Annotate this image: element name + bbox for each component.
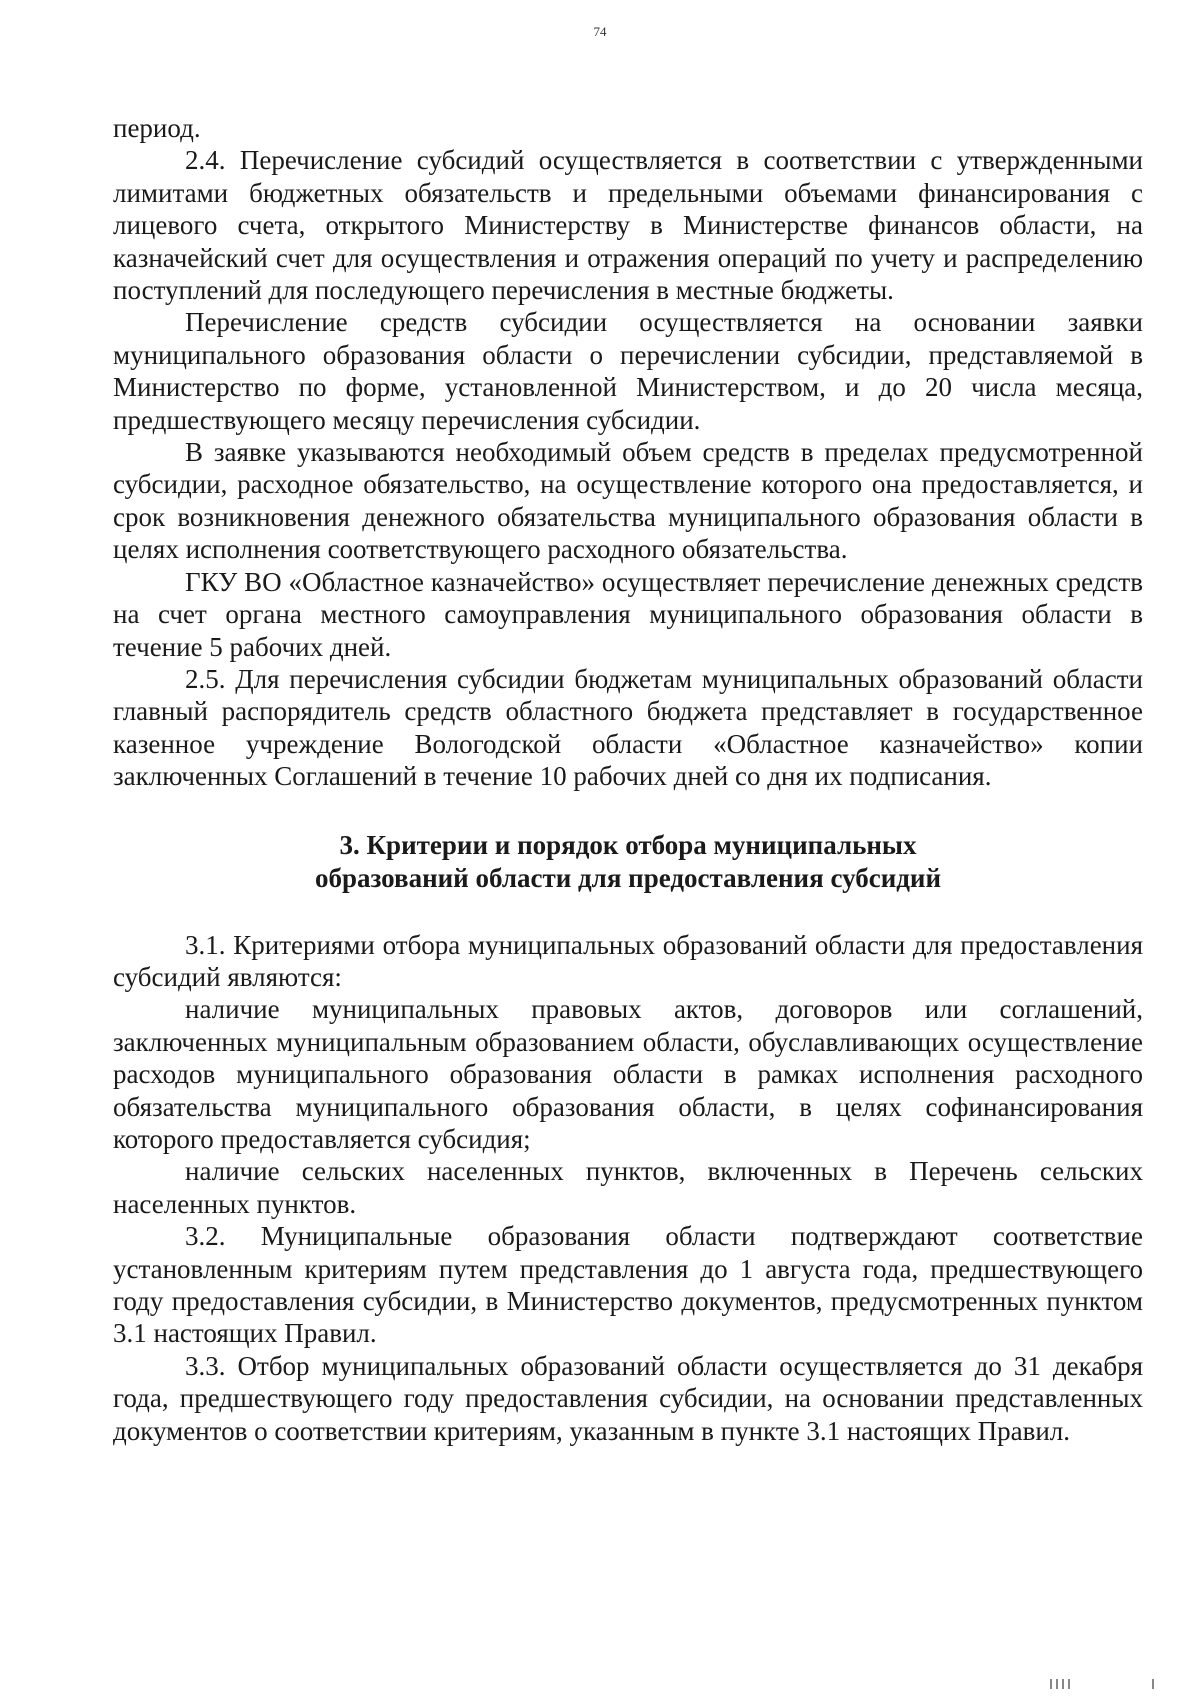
scan-mark [1050,1679,1052,1689]
paragraph: В заявке указываются необходимый объем средств в пределах предусмотренной субсидии, расходное обязательство, на осуществление которого она предоставляется, и срок возникновения денежного обязательства муниципального образования области в целях исполнения соответствующего расходного обязательства. [113,437,1143,565]
paragraph-2-5: 2.5. Для перечисления субсидии бюджетам муниципальных образований области главный распорядитель средств областного бюджета представляет в государственное казенное учреждение Вологодской области «Областное казначейство» копии заключенных Соглашений в течение 10 рабочих дней со дня их подписания. [113,663,1143,792]
paragraph-3-3: 3.3. Отбор муниципальных образований области осуществляется до 31 декабря года, предшествующего году предоставления субсидии, на основании представленных документов о соответствии критериям, указанным в пункте 3.1 настоящих Правил. [113,1350,1143,1446]
paragraph: ГКУ ВО «Областное казначейство» осуществляет перечисление денежных средств на счет органа местного самоуправления муниципального образования области в течение 5 рабочих дней. [113,566,1143,662]
scan-mark [1062,1679,1064,1689]
scan-mark [1056,1679,1058,1689]
paragraph: наличие сельских населенных пунктов, включенных в Перечень сельских населенных пунктов. [113,1156,1143,1219]
document-body [113,112,1143,1447]
section-heading-line: 3. Критерии и порядок отбора муниципальных [339,829,917,860]
paragraph: наличие муниципальных правовых актов, договоров или соглашений, заключенных муниципальным образованием области, обуславливающих осуществление расходов муниципального образования области в рамках исполнения расходного обязательства муниципального образования области, в целях софинансирования которого предоставляется субсидия; [113,994,1143,1154]
section-3 [113,929,1143,1448]
scan-artifact-marks [1040,1675,1160,1689]
paragraph-3-1: 3.1. Критериями отбора муниципальных образований области для предоставления субсидий являются: [113,929,1143,992]
section-heading [113,829,1143,895]
section-2-continuation [113,112,1143,793]
paragraph: Перечисление средств субсидии осуществляется на основании заявки муниципального образования области о перечислении субсидии, представляемой в Министерство по форме, установленной Министерством, и до 20 числа месяца, предшествующего месяцу перечисления субсидии. [113,307,1143,435]
page-number: 74 [593,24,607,39]
section-heading-line: образований области для предоставления субсидий [314,862,942,893]
scan-mark [1068,1679,1070,1689]
paragraph-2-4: 2.4. Перечисление субсидий осуществляется в соответствии с утвержденными лимитами бюджетных обязательств и предельными объемами финансирования с лицевого счета, открытого Министерству в Министерстве финансов области, на казначейский счет для осуществления и отражения операций по учету и распределению поступлений для последующего перечисления в местные бюджеты. [113,145,1143,306]
scan-mark [1152,1679,1154,1689]
paragraph-3-2: 3.2. Муниципальные образования области подтверждают соответствие установленным критериям путем представления до 1 августа года, предшествующего году предоставления субсидии, в Министерство документов, предусмотренных пунктом 3.1 настоящих Правил. [113,1221,1143,1349]
paragraph: период. [113,113,201,143]
